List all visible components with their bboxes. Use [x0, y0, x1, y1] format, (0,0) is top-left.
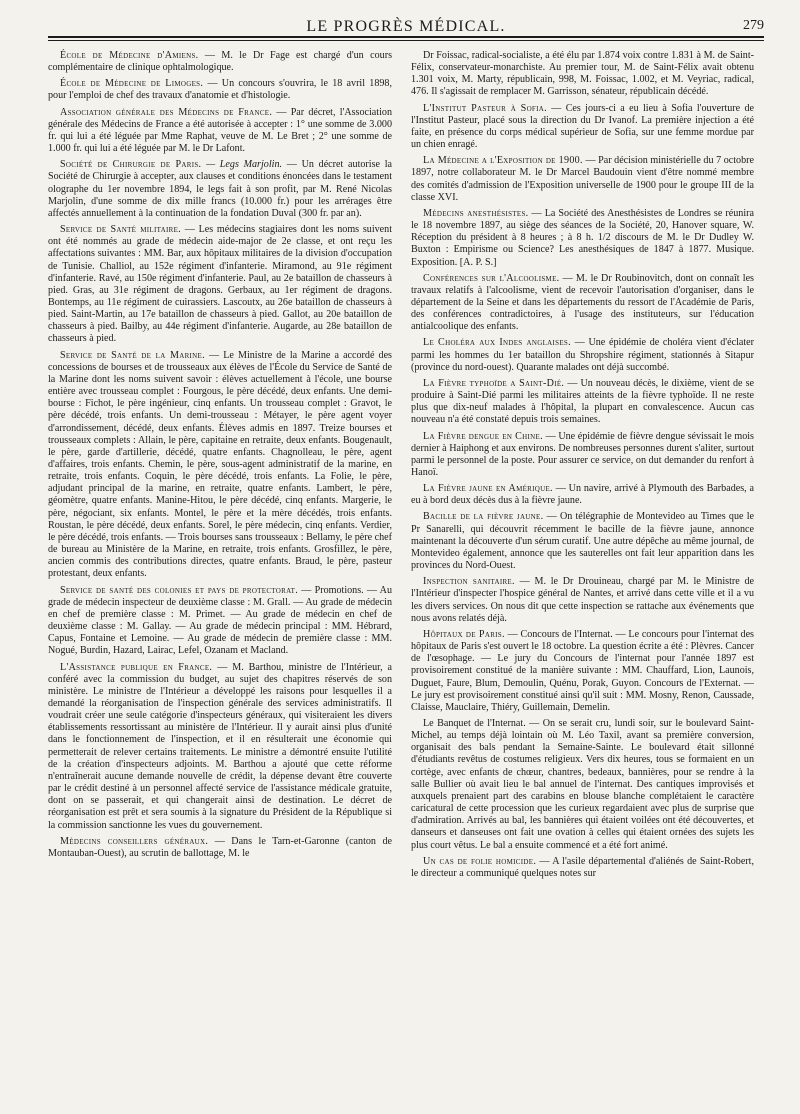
news-item-heading: La Fièvre typhoïde a Saint-Dié.	[423, 377, 565, 389]
news-item	[411, 483, 754, 507]
news-item-heading: Hôpitaux de Paris.	[423, 628, 505, 640]
news-item	[411, 511, 754, 572]
news-item	[411, 856, 754, 880]
news-item-text: — Un concours s'ouvrira, le 18 avril 1898, pour l'emploi de chef des travaux d'anatomie et d'histologie.	[48, 78, 392, 102]
news-item-text: — On télégraphie de Montevideo au Times que le Pr Sanarelli, qui découvrit récemment le bacille de la fièvre jaune, annonce maintenant la découverte d'un sérum curatif. Une autre dépêche au même journal, de Montevideo également, annonce que les sauterelles ont fait leur apparition dans les provinces du Nord-Ouest.	[411, 511, 754, 572]
news-item-heading: Médecins conseillers généraux.	[60, 835, 209, 847]
news-item-text: Le Banquet de l'Internat. — On se serait cru, lundi soir, sur le boulevard Saint-Michel, au temps déjà lointain où M. Léo Taxil, avant sa première conversion, organisait des bals pendant la Semaine-Sainte. Le boulevard était sillonné d'étudiants revêtus de costumes religieux. Vers dix heures, tous se formaient en un cortège, avec enfants de chœur, chantres, bedeaux, bannières, pour se rendre à la salle Bullier où avait lieu le bal annuel de l'internat. Des cantiques improvisés et auxquels prenaient part des carabins en blouse blanche complétaient le caractère caricatural de cette procession que les curieux regardaient avec plus de surprise que d'admiration. Arrivés au bal, les bannières qui étaient voilées ont été découvertes, et danseurs et danseuses ont fait une ovation à celles qui étaient ornées des sujets les plus court vêtus. Le bal a ensuite commencé et a été fort animé.	[411, 717, 754, 851]
news-item	[411, 155, 754, 204]
news-item-heading: Médecins anesthésistes.	[423, 207, 529, 219]
news-item-text: — Dans le Tarn-et-Garonne (canton de Montauban-Ouest), au scrutin de ballottage, M. le	[48, 835, 392, 859]
news-item-text: — Une épidémie de choléra vient d'éclater parmi les hommes du 1er bataillon du Shropshire régiment, stationnés à Sitapur (province du nord-ouest). Quarante malades ont déjà succombé.	[411, 337, 754, 373]
news-item-heading: L'Assistance publique en France.	[60, 661, 213, 673]
news-item-text: — Les médecins stagiaires dont les noms suivent ont été nommés au grade de médecin aide-major de 2e classe, et ont reçu les affectations suivantes : MM. Bar, aux hôpitaux militaires de la division d'occupation de Tunisie. Challiol, au 152e régiment d'infanterie. Miramond, au 91e régiment d'infanterie. Ravé, au 150e régiment d'infanterie. Paul, au 2e bataillon de chasseurs à pied. Gras, au 31e régiment de dragons. Gerbaux, au 1er régiment de dragons. Bontemps, au 11e régiment de cuirassiers. Lascoutx, au 26e bataillon de chasseurs à pied. Saint-Martin, au 17e bataillon de chasseurs à pied. Gallot, au 20e bataillon de chasseurs à pied. Bailby, au 44e régiment d'infanterie. Augarde, au 28e bataillon de chasseurs à pied.	[48, 224, 393, 345]
news-item-heading: Service de Santé de la Marine.	[60, 349, 205, 361]
news-item-heading: Société de Chirurgie de Paris.	[60, 159, 202, 171]
news-item	[411, 208, 754, 269]
page-number: 279	[743, 18, 764, 33]
news-item-heading: Bacille de la fièvre jaune.	[423, 511, 544, 523]
news-item	[48, 585, 392, 658]
left-column	[48, 50, 392, 864]
news-item-heading: La Médecine a l'Exposition de 1900.	[423, 155, 583, 167]
news-item-heading: Inspection sanitaire.	[423, 576, 515, 588]
news-item	[48, 78, 392, 102]
news-item-heading: La Fièvre dengue en Chine.	[423, 430, 543, 442]
news-item-text: — Un nouveau décès, le dixième, vient de se produire à Saint-Dié parmi les militaires atteints de la fièvre typhoïde. Il ne reste plus que dix-neuf malades à l'hôpital, la plupart en convalescence. Aucun cas nouveau n'a été constaté depuis trois semaines.	[411, 377, 755, 426]
news-item-text: — M. le Dr Fage est chargé d'un cours complémentaire de clinique ophtalmologique.	[48, 50, 392, 74]
news-item-text: — Le Ministre de la Marine a accordé des concessions de bourses et de trousseaux aux élèves de l'École du Service de Santé de la Marine dont les noms suivent savoir : élèves actuellement à l'école, une bourse entière avec trousseau complet : Fourgous, le père décédé, deux enfants. Une demi-bourse : Fichot, le père ingénieur, cinq enfants. Un trousseau complet : Gravot, le père décédé, trois enfants. Un demi-trousseau : Métayer, le père agent voyer d'arrondissement, décédé, deux enfants. Élèves admis en 1897. Treize bourses et trousseaux complets : Allain, le père, capitaine en retraite, deux enfants. Bougenault, le père, garde d'artillerie, décédé, quatre enfants. Chagnolleau, le père, agent d'affaires, trois enfants. Chemin, le père, sous-agent administratif de la marine, en retraite, trois enfants. Coquin, le père décédé, trois enfants. La Folie, le père, adjudant principal de la marine, en retraite, quatre enfants. Lambert, le père, géomètre, quatre enfants. Manine-Hitou, le père décédé, cinq enfants. Margerie, le père, négociant, six enfants. Montel, le père et la mère décédés, trois enfants. Roustan, le père décédé, deux enfants. Sorel, le père médecin, cinq enfants. Verdier, le père décédé, trois enfants. — Trois bourses sans trousseaux : Bellamy, le père chef de bureau au Ministère de la Marine, en retraite, trois enfants. Grosfillez, le père, ancien commis des contributions directes, quatre enfants. Braud, le père, pasteur protestant, deux enfants.	[48, 349, 392, 580]
news-item-heading: Le Choléra aux Indes anglaises.	[423, 337, 571, 349]
news-item	[48, 50, 392, 74]
news-item-text: — A l'asile départemental d'aliénés de Saint-Robert, le directeur a communiqué quelques notes sur	[411, 855, 754, 879]
news-item	[411, 50, 754, 99]
news-item	[48, 836, 392, 860]
news-item	[48, 107, 392, 156]
news-item-heading: Service de Santé militaire.	[60, 224, 181, 236]
right-column	[411, 50, 754, 884]
news-item	[411, 337, 754, 373]
news-item	[411, 378, 754, 427]
news-item-text: — Concours de l'Internat. — Le concours pour l'internat des hôpitaux de Paris s'est ouvert le 18 octobre. La question écrite a été : Plèvres. Cancer de l'œsophage. — Le jury du Concours de l'internat pour l'année 1897 est provisoirement constitué de la manière suivante : MM. Chauffard, Lion, Launois, Duguet, Faure, Blum, Demoulin, Quénu, Porak, Guyon. Concours de l'Externat. — Le jury est provisoirement constitué ainsi qu'il suit : MM. Mosny, Renon, Caussade, Claisse, Mauclaire, Thiéry, Guillemain, Demelin.	[411, 628, 754, 713]
news-item-text: — M. le Dr Drouineau, chargé par M. le Ministre de l'Intérieur d'inspecter l'hospice général de Nantes, et arrivé dans cette ville et il a vu les divers services. On nous dit que cette inspection se rattache aux événements que nous avons relatés déjà.	[411, 576, 755, 624]
news-item-heading: La Fièvre jaune en Amérique.	[423, 483, 553, 495]
news-item-text: — Promotions. — Au grade de médecin inspecteur de deuxième classe : M. Grall. — Au grade de médecin en chef de première classe : M. Primet. — Au grade de médecin en chef de deuxième classe : M. Gallay. — Au grade de médecin principal : MM. Hébrard, Capus, Fontaine et Lemoine. — Au grade de médecin de première classe : MM. Nogué, Burdin, Hazard, Lairac, Lefel, Ozanam et Macland.	[48, 584, 392, 657]
journal-title: LE PROGRÈS MÉDICAL.	[306, 18, 506, 35]
news-item-text: — La Société des Anesthésistes de Londres se réunira le 18 novembre 1897, au siège des séances de la Société, 20, Hanover square, W. Réception du président à 8 heures ; à 8 h. 1/2 discours de M. le Dr Dudley W. Buxton : Empirisme ou Science? Les anesthésiques de 1847 à 1877. Musique. Exposition. [A. P. S.]	[411, 207, 754, 268]
news-item-text: — Une épidémie de fièvre dengue sévissait le mois dernier à Haiphong et aux environs. De nombreuses personnes durent s'aliter, surtout parmi le personnel de la poste. Pour assurer ce service, on dut demander du renfort à Hanoï.	[411, 430, 754, 478]
news-item-text: — Un navire, arrivé à Plymouth des Barbades, a eu à bord deux décès dus à la fièvre jaune.	[411, 483, 754, 507]
header-rule-thick	[48, 36, 764, 38]
news-item	[48, 662, 392, 832]
news-item	[48, 159, 392, 220]
news-item	[411, 576, 754, 625]
news-item-heading: Un cas de folie homicide.	[423, 855, 537, 867]
news-item	[411, 103, 754, 152]
news-item-heading: Conférences sur l'Alcoolisme.	[423, 272, 560, 284]
news-item-text: — Par décret, l'Association générale des Médecins de France a été autorisée à accepter : 1° une somme de 3.000 fr. qui lui a été léguée par Mme Raphat, veuve de M. Le Bret ; 2° une somme de 1.000 fr. qui lui a été léguée par M. le Dr Lafont.	[48, 106, 392, 155]
header-rule-thin	[48, 40, 764, 41]
news-item	[411, 273, 754, 334]
news-item	[411, 718, 754, 852]
news-item	[48, 224, 392, 346]
news-item-text: — Par décision ministérielle du 7 octobre 1897, notre collaborateur M. le Dr Marcel Baudouin vient d'être nommé membre des comités d'admission de l'Exposition universelle de 1900 pour le groupe III de la classe XVI.	[411, 155, 754, 203]
news-item	[411, 629, 754, 714]
news-item-text: — M. Barthou, ministre de l'Intérieur, a conféré avec la commission du budget, au sujet des chapitres réservés de son ministère. Le ministre de l'Intérieur a développé les raisons pour lesquelles il a demandé la réorganisation de l'inspection générale des services administratifs. Il voudrait créer une seule catégorie d'inspecteurs généraux, qui visiteraient les divers établissements ressortissant au ministère de l'Intérieur. Il y aurait ainsi plus d'unité dans le fonctionnement de l'inspection, et il en résulterait une économie qui permetterait de relever certains traitements. Le ministre a démontré ensuite l'utilité de la création d'inspecteurs adjoints. M. Barthou a ajouté que cette réforme n'entraînerait aucune demande nouvelle de crédit, la dépense devant être couverte par le crédit destiné à un personnel affecté service de l'assistance médicale gratuite, dont on se passerait, et qui changerait ainsi de destination. Le décret de réorganisation est prêt et sera soumis à la signature du Président de la République si la commission sanctionne les vues du gouvernement.	[48, 661, 393, 831]
news-item-heading: École de Médecine de Limoges.	[60, 78, 204, 90]
news-item-subheading: — Legs Marjolin.	[201, 159, 283, 171]
news-item-text: Dr Foissac, radical-socialiste, a été élu par 1.874 voix contre 1.831 à M. de Saint-Félix, conservateur-monarchiste. Au premier tour, M. de Saint-Félix avait obtenu 1.301 voix, M. Marty, républicain, 998, M. Foissac, 1.002, et M. Veyriac, radical, 476. Il s'agissait de remplacer M. Garrisson, sénateur, républicain décédé.	[411, 50, 754, 98]
news-item	[411, 431, 754, 480]
news-item	[48, 350, 392, 581]
news-item-heading: L'Institut Pasteur à Sofia.	[423, 102, 547, 114]
news-item-text: — Un décret autorise la Société de Chirurgie à accepter, aux clauses et conditions énoncées dans le testament olographe du 1er novembre 1894, le legs fait à son profit, par M. René Nicolas Marjolin, d'une somme de dix mille francs (10.000 fr.) pour les arrérages être affectés annuellement à la continuation de la fondation Duval (300 fr. par an).	[48, 159, 393, 219]
news-item-heading: Service de santé des colonies et pays de protectorat.	[60, 584, 299, 596]
news-item-text: — M. le Dr Roubinovitch, dont on connaît les travaux relatifs à l'alcoolisme, vient de recevoir l'autorisation d'organiser, dans le département de la Seine et dans les départements du ressort de l'Académie de Paris, des conférences contradictoires, à l'usage des instituteurs, sur l'éducation antialcoolique des enfants.	[411, 272, 754, 333]
news-item-text: — Ces jours-ci a eu lieu à Sofia l'ouverture de l'Institut Pasteur, placé sous la direction du Dr Ivanof. La première injection a été faite, en présence du corps médical supérieur de Sofia, sur une femme mordue par un chien enragé.	[411, 102, 755, 151]
news-item-heading: École de Médecine d'Amiens.	[60, 50, 199, 61]
news-item-heading: Association générale des Médecins de France.	[60, 106, 273, 118]
